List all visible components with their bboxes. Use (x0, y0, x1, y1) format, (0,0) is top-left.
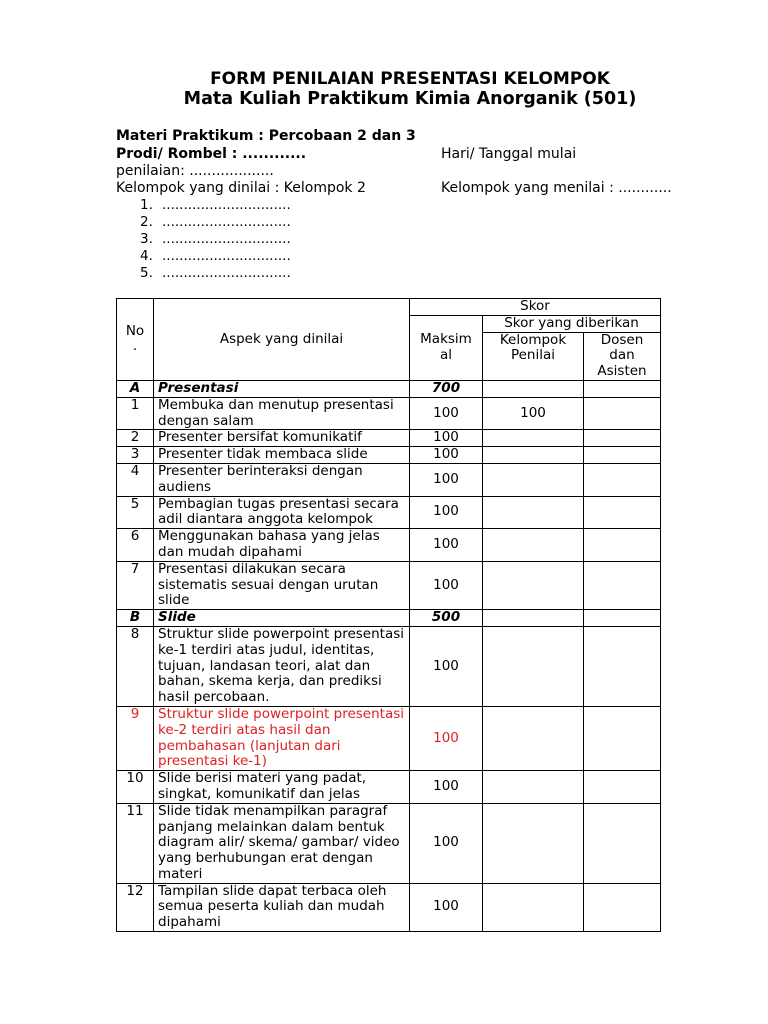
row-aspek: Struktur slide powerpoint presentasi ke-2 terdiri atas hasil dan pembahasan (lanjutan dari presentasi ke-1) (154, 706, 410, 770)
member-number: 3. (140, 231, 153, 247)
prodi-rombel: Prodi/ Rombel : ............ (116, 146, 307, 162)
table-row (117, 496, 661, 529)
header-skor: Skor (410, 299, 661, 316)
row-aspek: Slide tidak menampilkan paragraf panjang melainkan dalam bentuk diagram alir/ skema/ gambar/ video yang berhubungan erat dengan materi (154, 803, 410, 883)
row-aspek: Presenter tidak membaca slide (154, 447, 410, 464)
member-number: 2. (140, 214, 153, 230)
row-max-score: 100 (410, 397, 483, 430)
row-kelompok-score (483, 883, 584, 931)
row-number: 2 (117, 430, 154, 447)
row-aspek: Pembagian tugas presentasi secara adil diantara anggota kelompok (154, 496, 410, 529)
row-aspek: Presenter bersifat komunikatif (154, 430, 410, 447)
row-number: 9 (117, 706, 154, 770)
table-row (117, 883, 661, 931)
member-item (140, 248, 291, 265)
row-number: 4 (117, 463, 154, 496)
row-max-score: 100 (410, 561, 483, 609)
row-max-score: 100 (410, 430, 483, 447)
row-dosen-score (584, 397, 661, 430)
member-number: 4. (140, 248, 153, 264)
hari-tanggal-label: Hari/ Tanggal mulai (441, 146, 577, 162)
member-placeholder: .............................. (162, 214, 291, 230)
row-dosen-score (584, 380, 661, 397)
member-number: 1. (140, 197, 153, 213)
materi-praktikum: Materi Praktikum : Percobaan 2 dan 3 (116, 128, 416, 144)
row-number: 11 (117, 803, 154, 883)
member-item (140, 197, 291, 214)
assessment-table (116, 298, 661, 932)
row-number: 7 (117, 561, 154, 609)
row-dosen-score (584, 463, 661, 496)
header-kelompok-penilai: Kelompok Penilai (483, 332, 584, 380)
row-kelompok-score (483, 463, 584, 496)
row-kelompok-score (483, 803, 584, 883)
row-dosen-score (584, 706, 661, 770)
row-aspek: Presenter berinteraksi dengan audiens (154, 463, 410, 496)
row-dosen-score (584, 626, 661, 706)
row-dosen-score (584, 803, 661, 883)
row-aspek: Membuka dan menutup presentasi dengan salam (154, 397, 410, 430)
penilaian-label: penilaian: ................... (116, 163, 274, 179)
row-dosen-score (584, 447, 661, 464)
row-kelompok-score (483, 561, 584, 609)
kelompok-menilai: Kelompok yang menilai : ............ (441, 180, 672, 196)
table-row (117, 771, 661, 804)
row-max-score: 100 (410, 706, 483, 770)
member-item (140, 265, 291, 282)
row-max-score: 500 (410, 610, 483, 627)
row-max-score: 100 (410, 447, 483, 464)
form-title: FORM PENILAIAN PRESENTASI KELOMPOK (210, 69, 610, 89)
header-no: No . (117, 299, 154, 381)
row-kelompok-score (483, 706, 584, 770)
row-dosen-score (584, 529, 661, 562)
row-dosen-score (584, 496, 661, 529)
row-aspek: Presentasi (154, 380, 410, 397)
row-kelompok-score (483, 380, 584, 397)
header-dosen-asisten: Dosen dan Asisten (584, 332, 661, 380)
table-row (117, 430, 661, 447)
row-number: 8 (117, 626, 154, 706)
header-aspek: Aspek yang dinilai (154, 299, 410, 381)
row-number: A (117, 380, 154, 397)
row-max-score: 100 (410, 771, 483, 804)
row-dosen-score (584, 883, 661, 931)
row-kelompok-score (483, 626, 584, 706)
row-dosen-score (584, 430, 661, 447)
row-kelompok-score: 100 (483, 397, 584, 430)
row-aspek: Slide (154, 610, 410, 627)
row-number: 10 (117, 771, 154, 804)
row-max-score: 100 (410, 626, 483, 706)
row-kelompok-score (483, 430, 584, 447)
row-kelompok-score (483, 610, 584, 627)
row-max-score: 700 (410, 380, 483, 397)
row-kelompok-score (483, 447, 584, 464)
row-max-score: 100 (410, 883, 483, 931)
table-row (117, 706, 661, 770)
table-row (117, 397, 661, 430)
row-kelompok-score (483, 771, 584, 804)
header-maksimal: Maksim al (410, 315, 483, 380)
member-placeholder: .............................. (162, 265, 291, 281)
section-row (117, 610, 661, 627)
row-number: B (117, 610, 154, 627)
row-dosen-score (584, 771, 661, 804)
member-number: 5. (140, 265, 153, 281)
row-aspek: Tampilan slide dapat terbaca oleh semua peserta kuliah dan mudah dipahami (154, 883, 410, 931)
table-row (117, 803, 661, 883)
row-aspek: Slide berisi materi yang padat, singkat, komunikatif dan jelas (154, 771, 410, 804)
row-number: 3 (117, 447, 154, 464)
row-number: 5 (117, 496, 154, 529)
row-dosen-score (584, 561, 661, 609)
member-placeholder: .............................. (162, 231, 291, 247)
row-kelompok-score (483, 529, 584, 562)
kelompok-dinilai: Kelompok yang dinilai : Kelompok 2 (116, 180, 366, 196)
row-max-score: 100 (410, 496, 483, 529)
table-row (117, 561, 661, 609)
member-placeholder: .............................. (162, 197, 291, 213)
row-dosen-score (584, 610, 661, 627)
table-row (117, 463, 661, 496)
section-row (117, 380, 661, 397)
member-item (140, 214, 291, 231)
row-aspek: Struktur slide powerpoint presentasi ke-1 terdiri atas judul, identitas, tujuan, landasan teori, alat dan bahan, skema kerja, dan prediksi hasil percobaan. (154, 626, 410, 706)
row-aspek: Menggunakan bahasa yang jelas dan mudah dipahami (154, 529, 410, 562)
row-kelompok-score (483, 496, 584, 529)
form-subtitle: Mata Kuliah Praktikum Kimia Anorganik (501) (183, 89, 637, 109)
table-row (117, 529, 661, 562)
header-skor-diberikan: Skor yang diberikan (483, 315, 661, 332)
row-max-score: 100 (410, 803, 483, 883)
table-row (117, 626, 661, 706)
member-placeholder: .............................. (162, 248, 291, 264)
row-number: 6 (117, 529, 154, 562)
row-max-score: 100 (410, 463, 483, 496)
member-item (140, 231, 291, 248)
row-max-score: 100 (410, 529, 483, 562)
table-row (117, 447, 661, 464)
row-aspek: Presentasi dilakukan secara sistematis sesuai dengan urutan slide (154, 561, 410, 609)
row-number: 12 (117, 883, 154, 931)
row-number: 1 (117, 397, 154, 430)
